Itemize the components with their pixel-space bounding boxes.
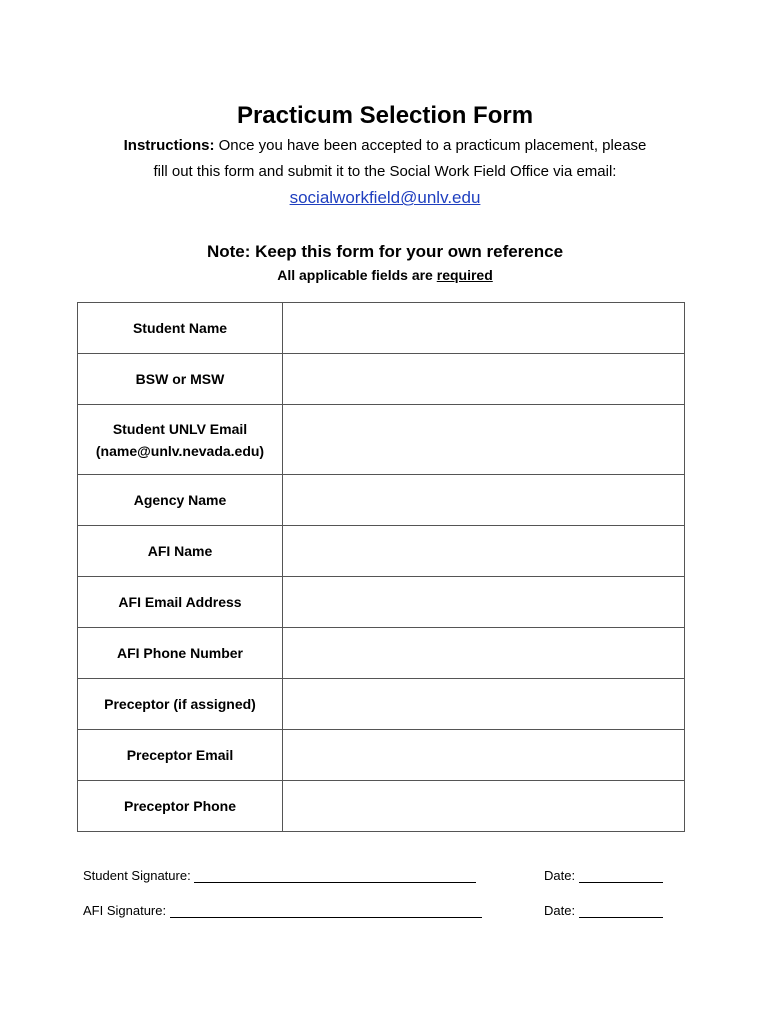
- form-row-preceptor-email: [78, 730, 685, 781]
- student-date-label: Date:: [544, 868, 576, 883]
- page-title: Practicum Selection Form: [236, 102, 534, 129]
- note-heading: Note: Keep this form for your own reference: [206, 242, 564, 261]
- student-signature-row: [83, 868, 476, 883]
- instructions-line-2: fill out this form and submit it to the Social Work Field Office via email:: [153, 163, 617, 180]
- afi-date-row: [544, 903, 663, 918]
- form-row-agency-name: [78, 475, 685, 526]
- afi-signature-row: [83, 903, 482, 918]
- field-label: Preceptor (if assigned): [78, 679, 283, 730]
- required-prefix: All applicable fields are: [277, 267, 437, 283]
- required-word: required: [436, 267, 493, 283]
- form-row-afi-email: [78, 577, 685, 628]
- instructions-label: Instructions:: [123, 137, 215, 154]
- afi-phone-field[interactable]: [283, 628, 685, 679]
- field-label: AFI Phone Number: [78, 628, 283, 679]
- form-row-afi-phone: [78, 628, 685, 679]
- afi-email-field[interactable]: [283, 577, 685, 628]
- student-signature-label: Student Signature:: [83, 868, 191, 883]
- afi-date-label: Date:: [544, 903, 576, 918]
- email-link[interactable]: socialworkfield@unlv.edu: [289, 188, 481, 207]
- field-label: Agency Name: [78, 475, 283, 526]
- field-label: Preceptor Phone: [78, 781, 283, 832]
- field-label: AFI Email Address: [78, 577, 283, 628]
- student-name-field[interactable]: [283, 303, 685, 354]
- field-label: Student Name: [78, 303, 283, 354]
- student-date-row: [544, 868, 663, 883]
- preceptor-field[interactable]: [283, 679, 685, 730]
- form-row-preceptor: [78, 679, 685, 730]
- afi-signature-label: AFI Signature:: [83, 903, 167, 918]
- student-signature-line[interactable]: [194, 868, 476, 883]
- agency-name-field[interactable]: [283, 475, 685, 526]
- preceptor-phone-field[interactable]: [283, 781, 685, 832]
- afi-signature-line[interactable]: [170, 903, 482, 918]
- program-field[interactable]: [283, 354, 685, 405]
- student-date-line[interactable]: [579, 868, 663, 883]
- form-row-preceptor-phone: [78, 781, 685, 832]
- form-row-program: [78, 354, 685, 405]
- instructions-line-1: [0, 137, 770, 154]
- instructions-text-1: Once you have been accepted to a practicum placement, please: [218, 137, 647, 154]
- student-email-field[interactable]: [283, 405, 685, 475]
- field-label: Preceptor Email: [78, 730, 283, 781]
- form-table: [77, 302, 685, 832]
- required-notice: [0, 267, 770, 283]
- afi-name-field[interactable]: [283, 526, 685, 577]
- field-label: Student UNLV Email (name@unlv.nevada.edu): [78, 405, 283, 475]
- form-row-student-email: [78, 405, 685, 475]
- preceptor-email-field[interactable]: [283, 730, 685, 781]
- form-row-afi-name: [78, 526, 685, 577]
- form-row-student-name: [78, 303, 685, 354]
- field-label: BSW or MSW: [78, 354, 283, 405]
- afi-date-line[interactable]: [579, 903, 663, 918]
- field-label: AFI Name: [78, 526, 283, 577]
